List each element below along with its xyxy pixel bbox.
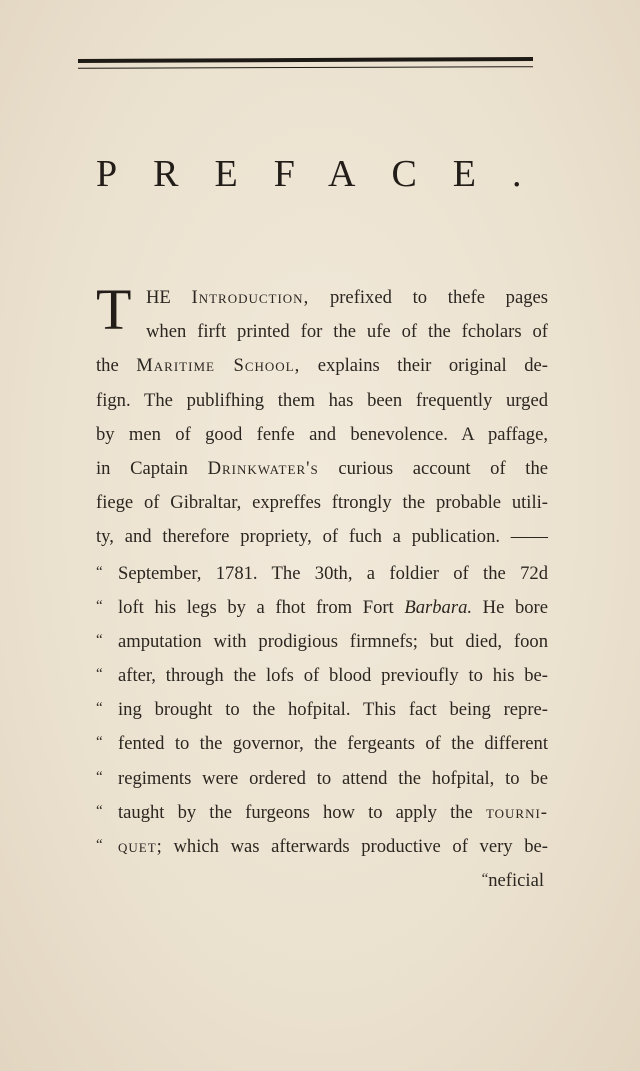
text-segment: ing brought to the hofpital. This fact being repre- [118, 699, 548, 721]
quote-mark: “ [96, 631, 103, 648]
text-line [96, 828, 548, 862]
text-segment: He bore [472, 596, 548, 618]
text-line [96, 725, 548, 759]
text-line [96, 418, 548, 452]
text-line [96, 315, 548, 349]
text-line [96, 794, 548, 828]
text-line [96, 384, 548, 418]
quote-mark: “ [96, 563, 103, 580]
text-line [96, 691, 548, 725]
text-segment: HE [146, 287, 192, 308]
text-segment: Barbara. [404, 596, 473, 618]
text-segment: amputation with prodigious firmnefs; but died, foon [118, 630, 548, 652]
header-rule-thick [78, 57, 533, 63]
text-line [96, 281, 548, 315]
quote-mark: “ [96, 734, 103, 751]
drop-cap: T [96, 277, 132, 342]
quote-mark: “ [481, 871, 489, 888]
quote-mark: “ [96, 768, 103, 785]
text-line [96, 555, 548, 589]
text-segment: prefixed to thefe pages [309, 287, 548, 308]
text-segment: loft his legs by a fhot from Fort [118, 596, 405, 618]
text-line [96, 623, 548, 657]
text-segment: fiege of Gibraltar, expreffes ftrongly the probable utili- [96, 492, 548, 514]
text-line [96, 452, 548, 486]
text-segment: fented to the governor, the fergeants of the different [118, 733, 548, 755]
header-rule-thin [78, 66, 533, 69]
text-segment: in Captain [96, 457, 208, 479]
text-segment: quet [118, 836, 157, 857]
text-segment: fign. The publifhing them has been frequently urged [96, 389, 548, 411]
text-segment: tourni- [485, 801, 548, 823]
text-segment: after, through the lofs of blood previoufly to his be- [118, 665, 548, 687]
text-line [96, 657, 548, 691]
quote-mark: “ [96, 597, 103, 614]
quote-mark: “ [96, 700, 103, 717]
text-segment: September, 1781. The 30th, a foldier of the 72d [118, 562, 548, 584]
text-segment: Introduction, [191, 287, 310, 308]
preface-text [96, 277, 549, 896]
text-segment: when firft printed for the ufe of the fcholars of [146, 321, 548, 343]
quote-mark: “ [96, 837, 103, 853]
text-segment: by men of good fenfe and benevolence. A paffage, [96, 423, 548, 445]
text-segment: taught by the furgeons how to apply the [118, 801, 486, 823]
catchword [96, 862, 548, 896]
text-lines [96, 277, 549, 862]
text-segment: curious account of the [318, 457, 549, 479]
text-segment: Drinkwater's [207, 457, 319, 479]
text-line [96, 760, 548, 794]
quote-mark: “ [96, 802, 103, 819]
text-line [96, 520, 548, 554]
catchword-text: neficial [488, 870, 544, 892]
text-line [96, 486, 548, 520]
quote-mark: “ [96, 666, 103, 683]
text-segment: explains their original de- [300, 355, 548, 377]
text-segment: regiments were ordered to attend the hofpital, to be [118, 767, 548, 789]
text-line [96, 589, 548, 623]
text-segment: ty, and therefore propriety, of fuch a publication. —— [96, 526, 548, 548]
text-line [96, 349, 548, 383]
page-heading: PREFACE. [96, 153, 558, 195]
text-segment: ; which was afterwards productive of very be- [156, 836, 548, 857]
text-segment: Maritime School, [136, 355, 301, 377]
text-segment: the [96, 355, 137, 377]
